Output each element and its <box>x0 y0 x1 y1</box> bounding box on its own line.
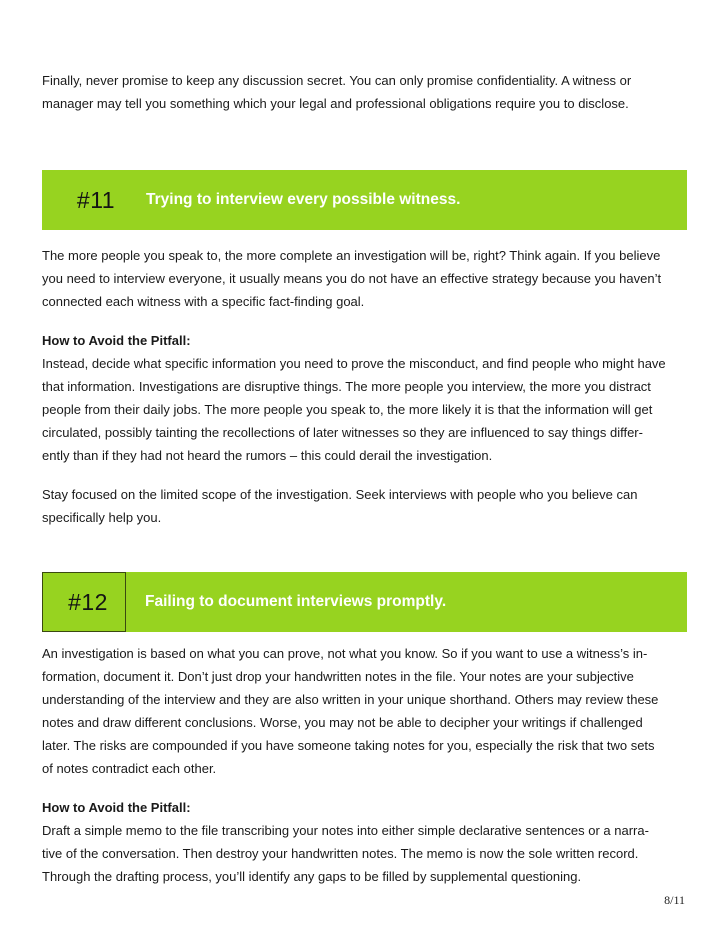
pitfall-12-paragraph-1 <box>42 642 687 780</box>
text-line: tive of the conversation. Then destroy your handwritten notes. The memo is now the sole written record. <box>42 846 639 861</box>
text-line: of notes contradict each other. <box>42 761 217 776</box>
text-line: manager may tell you something which your legal and professional obligations require you to disclose. <box>42 96 629 111</box>
pitfall-12-banner <box>42 572 687 632</box>
text-line: Instead, decide what specific information you need to prove the misconduct, and find people who might have <box>42 356 666 371</box>
pitfall-number-label: #11 <box>76 186 116 213</box>
pitfall-11-body <box>42 244 687 529</box>
pitfall-title: Trying to interview every possible witness. <box>146 191 461 208</box>
text-line: notes and draw different conclusions. Worse, you may not be able to decipher your writings if challenged <box>42 715 643 730</box>
avoid-pitfall-heading: How to Avoid the Pitfall: <box>42 800 191 815</box>
text-line: that information. Investigations are disruptive things. The more people you interview, the more you distract <box>42 379 651 394</box>
pitfall-number <box>42 572 126 632</box>
pitfall-11-paragraph-3 <box>42 483 687 529</box>
text-line: people from their daily jobs. The more people you speak to, the more likely it is that the information will get <box>42 402 653 417</box>
text-line: Draft a simple memo to the file transcribing your notes into either simple declarative sentences or a narra- <box>42 823 649 838</box>
spacer <box>42 313 687 329</box>
text-line: connected each witness with a specific fact-finding goal. <box>42 294 365 309</box>
pitfall-number <box>52 170 132 230</box>
text-line: you need to interview everyone, it usually means you do not have an effective strategy because you haven’t <box>42 271 662 286</box>
text-line: Through the drafting process, you’ll identify any gaps to be filled by supplemental questioning. <box>42 869 582 884</box>
text-line: circulated, possibly tainting the recollections of later witnesses so they are influenced to say things differ- <box>42 425 643 440</box>
text-line: understanding of the interview and they are also written in your unique shorthand. Others may review these <box>42 692 659 707</box>
intro-paragraph <box>42 69 687 115</box>
pitfall-11-banner <box>42 170 687 230</box>
text-line: formation, document it. Don’t just drop your handwritten notes in the file. Your notes are your subjective <box>42 669 634 684</box>
pitfall-number-label: #12 <box>68 588 108 615</box>
page-number: 8/11 <box>664 893 685 907</box>
text-line: ently than if they had not heard the rumors – this could derail the investigation. <box>42 448 493 463</box>
pitfall-11-paragraph-1 <box>42 244 687 313</box>
text-line: An investigation is based on what you can prove, not what you know. So if you want to use a witness’s in- <box>42 646 648 661</box>
spacer <box>42 780 687 796</box>
text-line: Finally, never promise to keep any discussion secret. You can only promise confidentiality. A witness or <box>42 73 632 88</box>
avoid-pitfall-heading: How to Avoid the Pitfall: <box>42 333 191 348</box>
pitfall-12-body <box>42 642 687 888</box>
text-line: specifically help you. <box>42 510 162 525</box>
text-line: The more people you speak to, the more complete an investigation will be, right? Think again. If you believe <box>42 248 661 263</box>
pitfall-12-paragraph-2 <box>42 819 687 888</box>
pitfall-title: Failing to document interviews promptly. <box>145 593 447 610</box>
pitfall-11-paragraph-2 <box>42 352 687 467</box>
text-line: later. The risks are compounded if you have someone taking notes for you, especially the risk that two sets <box>42 738 655 753</box>
text-line: Stay focused on the limited scope of the investigation. Seek interviews with people who you believe can <box>42 487 638 502</box>
spacer <box>42 467 687 483</box>
